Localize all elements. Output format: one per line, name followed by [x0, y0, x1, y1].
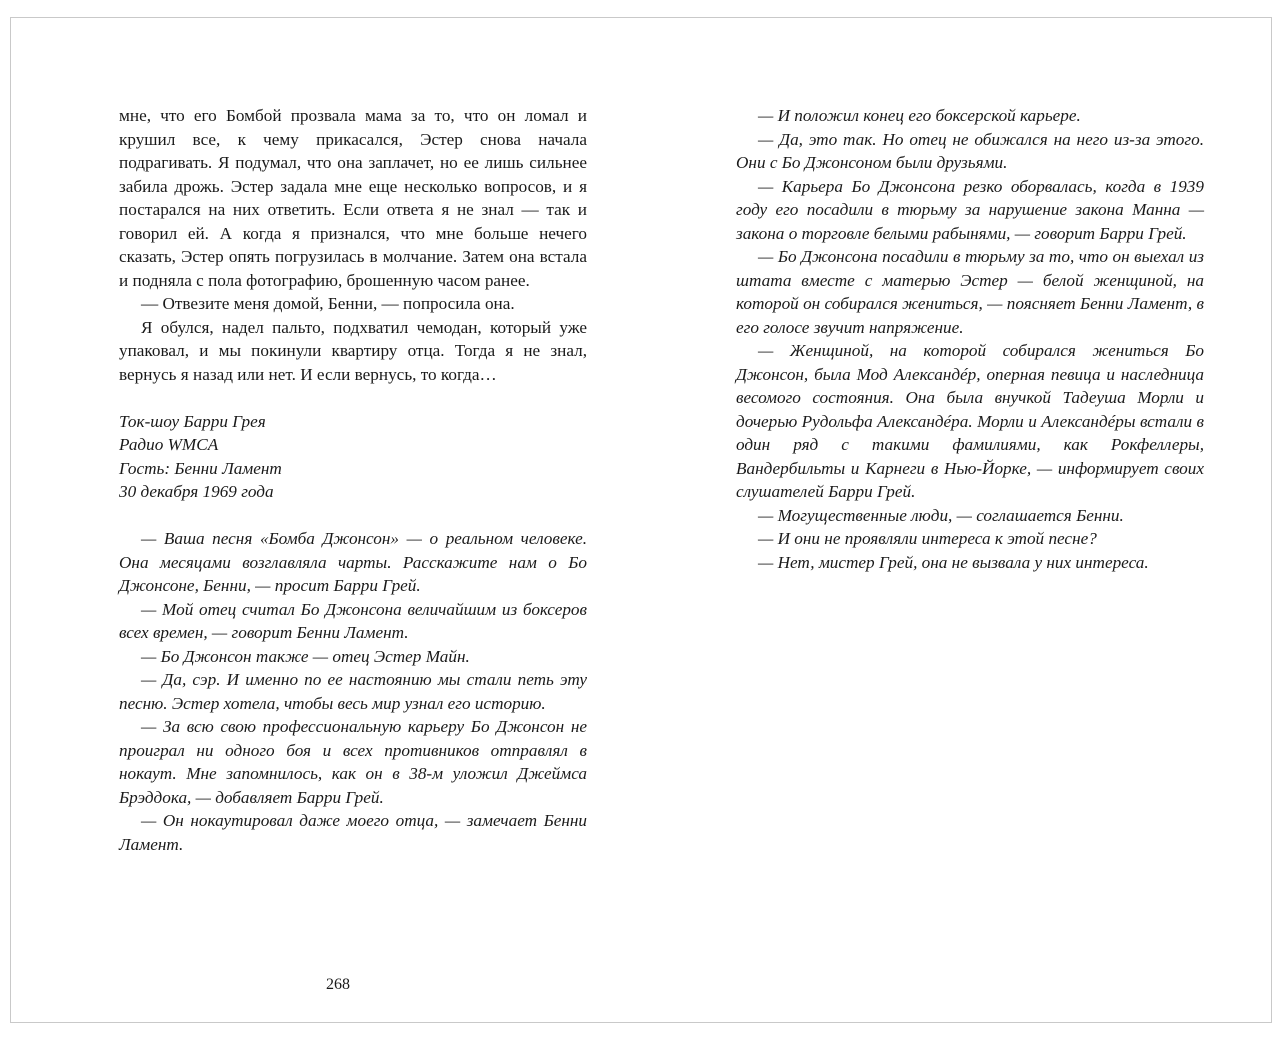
section-break — [119, 386, 587, 410]
narrative-paragraph: мне, что его Бомбой прозвала мама за то, что он ломал и крушил все, к чему прикасался, Эстер снова начала подрагивать. Я подумал, что она заплачет, но ее лишь сильнее забила дрожь. Эстер задала мне еще несколько вопросов, и я постарался на них ответить. Если ответа я не знал — так и говорил ей. А когда я признался, что мне больше нечего сказать, Эстер опять погрузилась в молчание. Затем она встала и подняла с пола фотографию, брошенную часом ранее. — [119, 106, 587, 290]
dialogue-line: — Ваша песня «Бомба Джонсон» — о реальном человеке. Она месяцами возглавляла чарты. Расскажите нам о Бо Джонсоне, Бенни, — просит Барри Грей. — [119, 529, 587, 595]
narrative-paragraph: Я обулся, надел пальто, подхватил чемодан, который уже упаковал, и мы покинули квартиру отца. Тогда я не знал, вернусь я назад или нет. И если вернусь, то когда… — [119, 317, 587, 384]
dialogue-line: — Он нокаутировал даже моего отца, — замечает Бенни Ламент. — [119, 811, 587, 854]
dialogue-line: — Да, сэр. И именно по ее настоянию мы стали петь эту песню. Эстер хотела, чтобы весь мир узнал его историю. — [119, 670, 587, 713]
narrative-paragraph: — Отвезите меня домой, Бенни, — попросила она. — [141, 294, 515, 313]
dialogue-line: — И положил конец его боксерской карьере. — [758, 106, 1081, 125]
right-page — [736, 104, 1204, 574]
section-break — [119, 504, 587, 528]
show-title: Ток-шоу Барри Грея — [119, 411, 266, 431]
dialogue-line: — Нет, мистер Грей, она не вызвала у них интереса. — [758, 552, 1149, 572]
dialogue-line: — Бо Джонсона посадили в тюрьму за то, что он выехал из штата вместе с матерью Эстер — белой женщиной, на которой он собирался жениться, — поясняет Бенни Ламент, в его голосе звучит напряжение. — [736, 247, 1204, 337]
broadcast-date: 30 декабря 1969 года — [119, 482, 274, 501]
dialogue-line: — Бо Джонсон также — отец Эстер Майн. — [141, 646, 470, 666]
guest-line: Гость: Бенни Ламент — [119, 458, 282, 478]
page-number: 268 — [326, 976, 350, 993]
dialogue-line: — Карьера Бо Джонсона резко оборвалась, когда в 1939 году его посадили в тюрьму за нарушение закона Манна — закона о торговле белыми рабынями, — говорит Барри Грей. — [736, 176, 1204, 243]
left-page — [119, 104, 587, 856]
book-spread — [10, 17, 1272, 1023]
dialogue-line: — Могущественные люди, — соглашается Бенни. — [758, 505, 1124, 525]
dialogue-line: — За всю свою профессиональную карьеру Бо Джонсон не проиграл ни одного боя и всех противников отправлял в нокаут. Мне запомнилось, как он в 38-м уложил Джеймса Брэддока, — добавляет Барри Грей. — [119, 717, 587, 807]
dialogue-line: — И они не проявляли интереса к этой песне? — [758, 529, 1097, 548]
station-name: Радио WMCA — [119, 435, 219, 454]
dialogue-line: — Мой отец считал Бо Джонсона величайшим из боксеров всех времен, — говорит Бенни Ламент. — [119, 599, 587, 642]
dialogue-line: — Да, это так. Но отец не обижался на него из-за этого. Они с Бо Джонсоном были друзьями. — [736, 129, 1204, 172]
dialogue-line: — Женщиной, на которой собирался жениться Бо Джонсон, была Мод Александéр, оперная певица и наследница весомого состояния. Она была внучкой Тадеуша Морли и дочерью Рудольфа Александéра. Морли и Александéры встали в один ряд с такими фамилиями, как Рокфеллеры, Вандербильты и Карнеги в Нью-Йорке, — информирует своих слушателей Барри Грей. — [736, 341, 1204, 501]
